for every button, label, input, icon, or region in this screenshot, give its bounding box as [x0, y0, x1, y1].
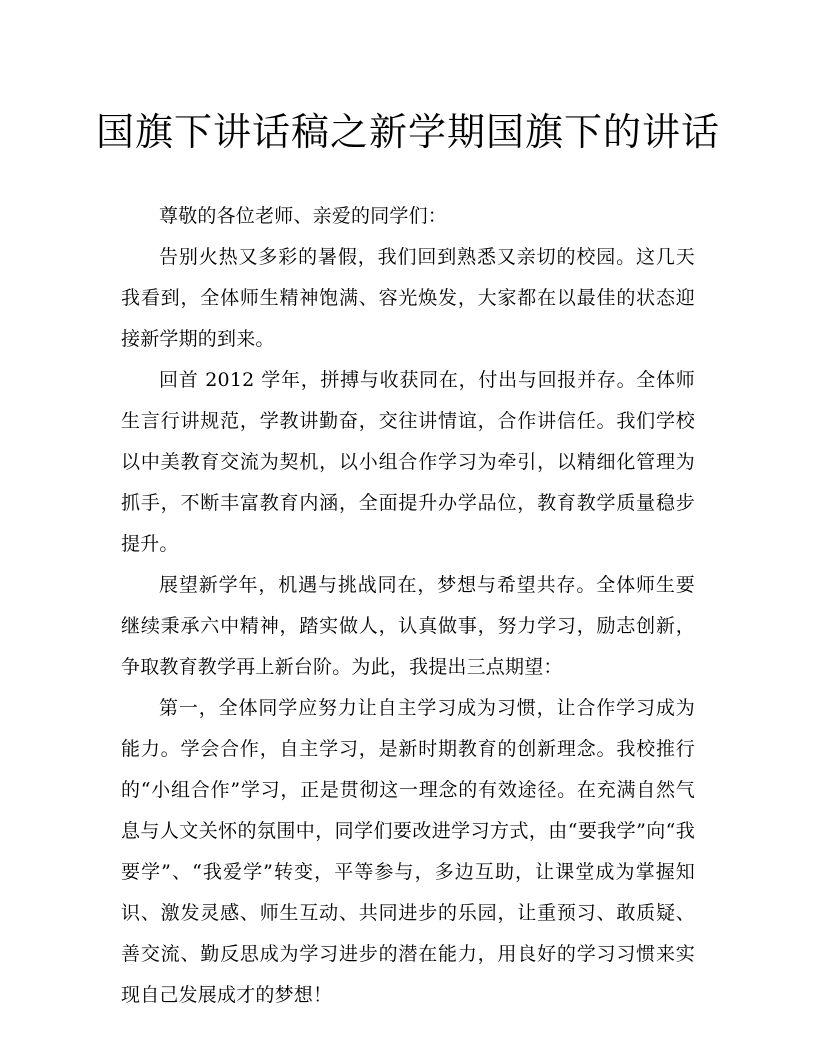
page-title: 国旗下讲话稿之新学期国旗下的讲话 [95, 110, 720, 154]
body-paragraph: 展望新学年，机遇与挑战同在，梦想与希望共存。全体师生要继续秉承六中精神，踏实做人，认真做事，努力学习，励志创新，争取教育教学再上新台阶。为此，我提出三点期望： [121, 574, 695, 678]
body-paragraph: 告别火热又多彩的暑假，我们回到熟悉又亲切的校园。这几天我看到，全体师生精神饱满、容光焕发，大家都在以最佳的状态迎接新学期的到来。 [121, 246, 695, 350]
salutation-paragraph: 尊敬的各位老师、亲爱的同学们： [159, 205, 448, 227]
document-body [121, 196, 695, 1016]
body-paragraph: 回首 2012 学年，拼搏与收获同在，付出与回报并存。全体师生言行讲规范，学教讲勤奋，交往讲情谊，合作讲信任。我们学校以中美教育交流为契机，以小组合作学习为牵引，以精细化管理为抓手，不断丰富教育内涵，全面提升办学品位，教育教学质量稳步提升。 [121, 369, 695, 555]
body-paragraph: 第一，全体同学应努力让自主学习成为习惯，让合作学习成为能力。学会合作，自主学习，是新时期教育的创新理念。我校推行的“小组合作”学习，正是贯彻这一理念的有效途径。在充满自然气息与人文关怀的氛围中，同学们要改进学习方式，由“要我学”向“我要学”、“我爱学”转变，平等参与，多边互助，让课堂成为掌握知识、激发灵感、师生互动、共同进步的乐园，让重预习、敢质疑、善交流、勤反思成为学习进步的潜在能力，用良好的学习习惯来实现自己发展成才的梦想！ [121, 697, 695, 1006]
